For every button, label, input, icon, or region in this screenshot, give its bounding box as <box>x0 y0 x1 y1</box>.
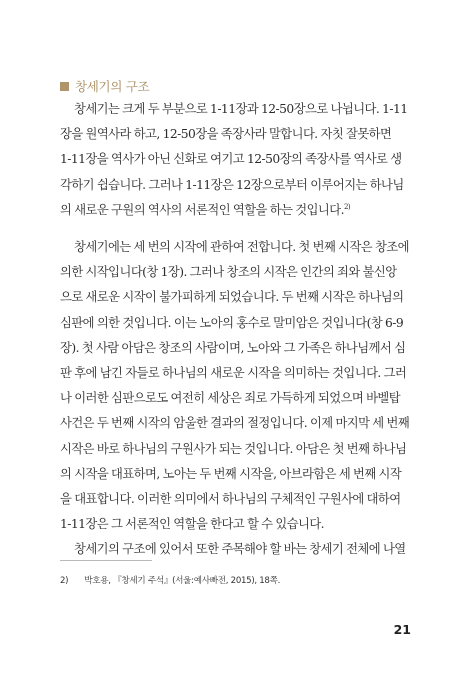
footnote-number: 2) <box>60 576 69 586</box>
page-number: 21 <box>393 622 411 637</box>
text-line: 나 이러한 심판으로도 여전히 세상은 죄로 가득하게 되었으며 바벨탑 <box>60 391 401 406</box>
text-line: 창세기의 구조에 있어서 또한 주목해야 할 바는 창세기 전체에 나열 <box>74 542 406 557</box>
text-line: 의한 시작입니다(창 1장). 그러나 창조의 시작은 인간의 죄와 불신앙 <box>60 265 397 280</box>
footnote <box>60 574 280 586</box>
text-line <box>60 198 410 223</box>
paragraph-2 <box>60 235 410 562</box>
text-line: 사건은 두 번째 시작의 암울한 결과의 절정입니다. 이제 마지막 세 번째 <box>60 416 410 431</box>
text-line: 판 후에 남긴 자들로 하나님의 새로운 시작을 의미하는 것입니다. 그러 <box>60 365 407 380</box>
text-line: 창세기에는 세 번의 시작에 관하여 전합니다. 첫 번째 시작은 창조에 <box>74 240 409 254</box>
text-line: 을 대표합니다. 이러한 의미에서 하나님의 구체적인 구원사에 대하여 <box>60 491 401 506</box>
text-line: 창세기는 크게 두 부분으로 1-11장과 12-50장으로 나뉩니다. 1-11 <box>74 102 408 116</box>
text-line: 의 시작을 대표하며, 노아는 두 번째 시작을, 아브라함은 세 번째 시작 <box>60 466 402 481</box>
footnote-text: 박호용, 『창세기 주석』(서울:예사빠전, 2015), 18쪽. <box>84 576 281 586</box>
square-bullet-icon <box>60 82 69 91</box>
text-line: 1-11장을 역사가 아닌 신화로 여기고 12-50장의 족장사를 역사로 생 <box>60 152 402 167</box>
section-heading <box>60 78 149 94</box>
text-line: 1-11장은 그 서론적인 역할을 한다고 할 수 있습니다. <box>60 517 325 532</box>
section-title: 창세기의 구조 <box>75 79 150 94</box>
text-line-content: 의 새로운 구원의 역사의 서론적인 역할을 하는 것입니다. <box>60 202 344 217</box>
footnote-divider <box>60 560 152 561</box>
text-line: 으로 새로운 시작이 불가피하게 되었습니다. 두 번째 시작은 하나님의 <box>60 290 404 305</box>
text-line: 시작은 바로 하나님의 구원사가 되는 것입니다. 아담은 첫 번째 하나님 <box>60 441 407 456</box>
text-line: 장). 첫 사람 아담은 창조의 사람이며, 노아와 그 가족은 하나님께서 심 <box>60 340 406 355</box>
paragraph-1 <box>60 97 410 223</box>
text-line: 심판에 의한 것입니다. 이는 노아의 홍수로 말미암은 것입니다(창 6-9 <box>60 315 404 330</box>
text-line: 장을 원역사라 하고, 12-50장을 족장사라 말합니다. 자칫 잘못하면 <box>60 127 392 142</box>
text-line: 각하기 쉽습니다. 그러나 1-11장은 12장으로부터 이루어지는 하나님 <box>60 177 404 192</box>
footnote-reference: 2) <box>343 202 351 211</box>
